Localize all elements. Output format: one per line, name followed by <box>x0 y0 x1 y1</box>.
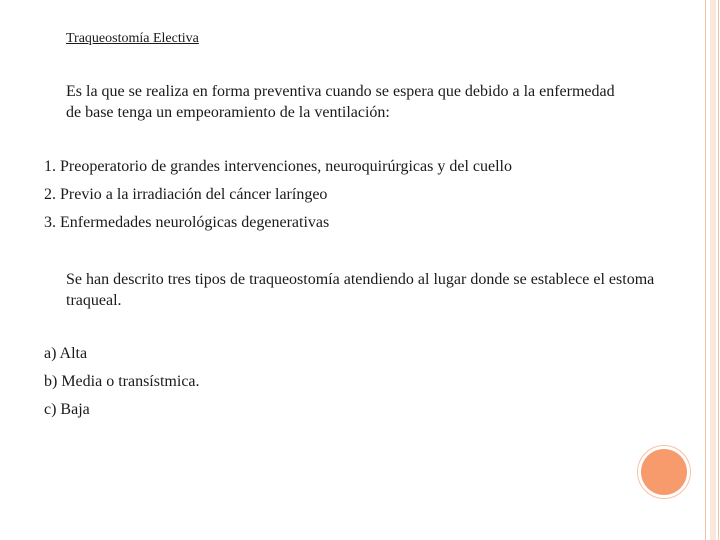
lettered-item-a: a) Alta <box>44 345 88 362</box>
types-paragraph: Se han descrito tres tipos de traqueostomía atendiendo al lugar donde se establece el estoma traqueal. <box>66 271 655 309</box>
lettered-item-c: c) Baja <box>44 401 90 418</box>
slide-heading: Traqueostomía Electiva <box>66 31 199 46</box>
frame-line-right <box>718 0 719 540</box>
lettered-item-b: b) Media o transístmica. <box>44 373 200 390</box>
orange-circle-decoration <box>641 449 687 495</box>
numbered-item-2: 2. Previo a la irradiación del cáncer laríngeo <box>44 186 328 203</box>
numbered-item-3: 3. Enfermedades neurológicas degenerativas <box>44 214 330 231</box>
numbered-item-1: 1. Preoperatorio de grandes intervenciones, neuroquirúrgicas y del cuello <box>44 158 512 175</box>
intro-paragraph: Es la que se realiza en forma preventiva cuando se espera que debido a la enfermedad de base tenga un empeoramiento de la ventilación: <box>66 83 615 121</box>
frame-band <box>710 0 716 540</box>
frame-line-left <box>705 0 706 540</box>
